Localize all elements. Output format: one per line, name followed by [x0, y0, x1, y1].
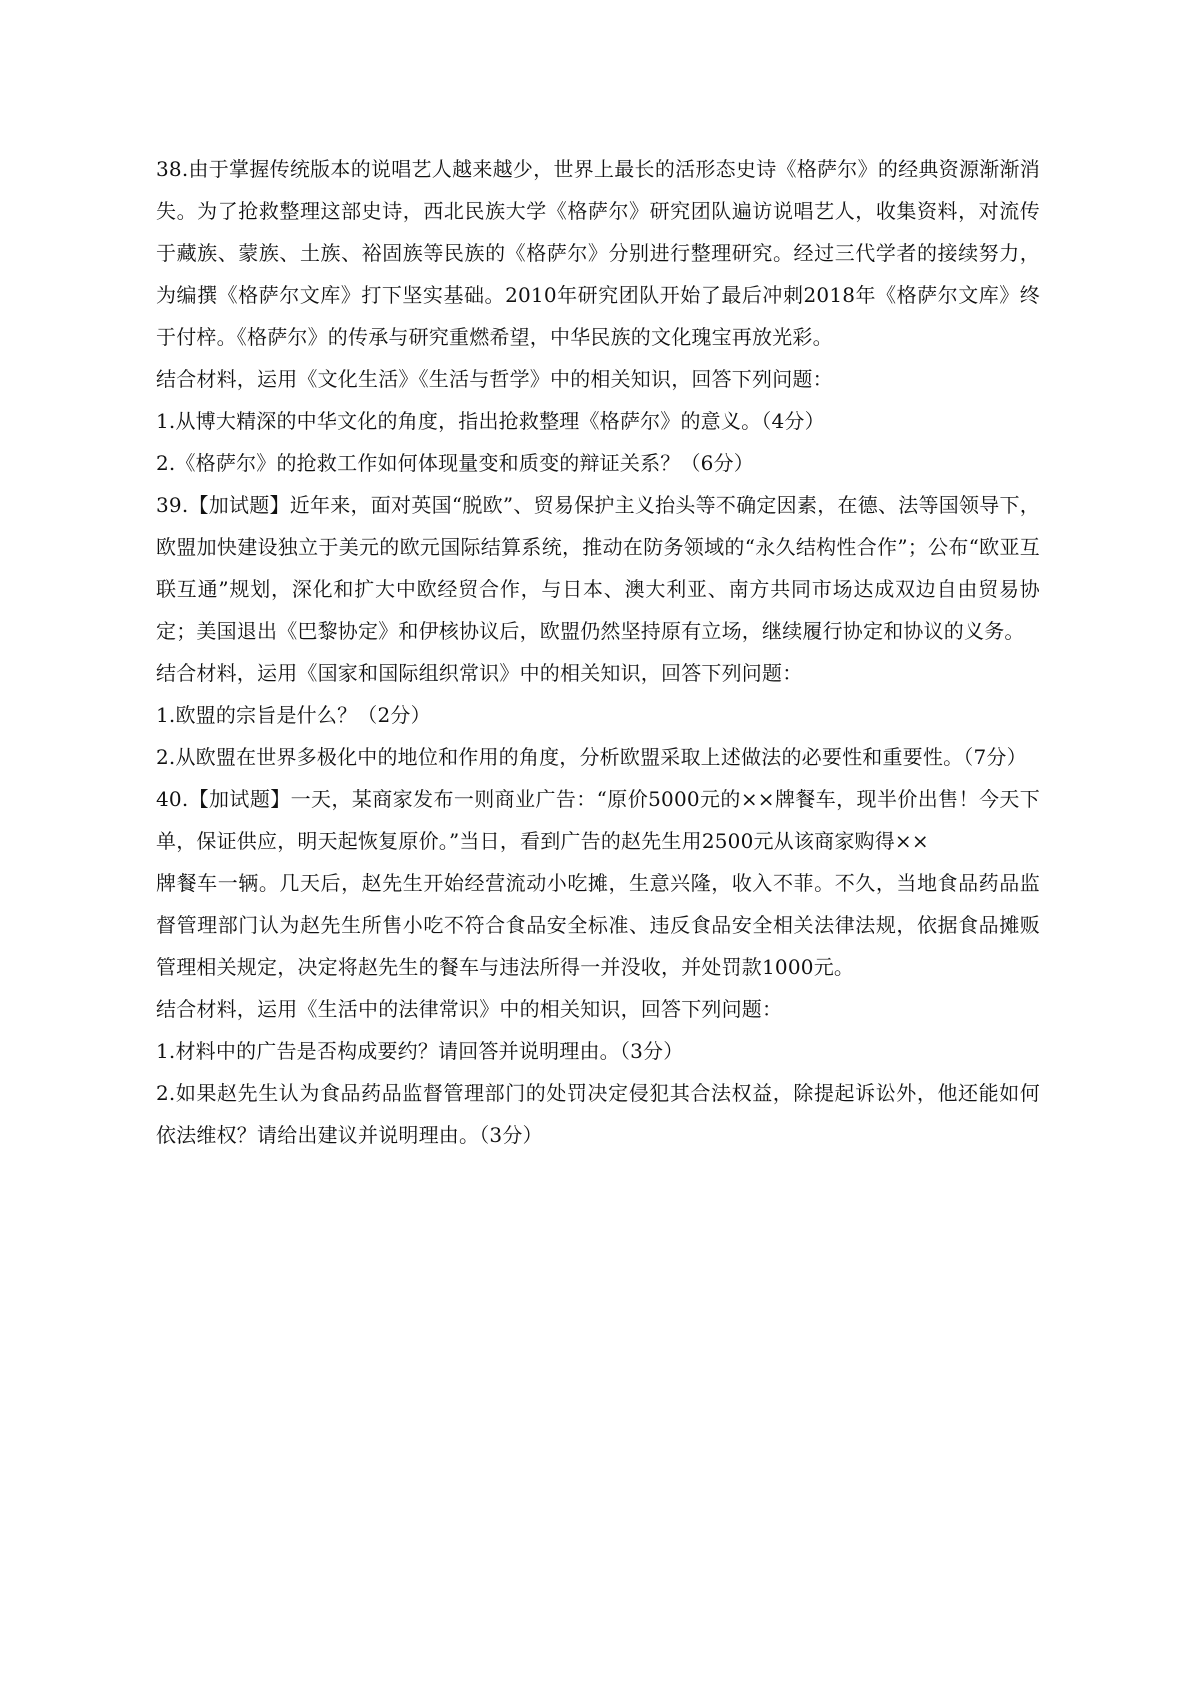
question-38-material: 38.由于掌握传统版本的说唱艺人越来越少，世界上最长的活形态史诗《格萨尔》的经典资源渐渐消失。为了抢救整理这部史诗，西北民族大学《格萨尔》研究团队遍访说唱艺人，收集资料，对流传于藏族、蒙族、土族、裕固族等民族的《格萨尔》分别进行整理研究。经过三代学者的接续努力，为编撰《格萨尔文库》打下坚实基础。2010年研究团队开始了最后冲刺2018年《格萨尔文库》终于付梓。《格萨尔》的传承与研究重燃希望，中华民族的文化瑰宝再放光彩。: [156, 157, 1040, 349]
document-page: [156, 148, 1040, 1156]
question-39-prompt: 结合材料，运用《国家和国际组织常识》中的相关知识，回答下列问题：: [156, 661, 803, 685]
question-38-prompt: 结合材料，运用《文化生活》《生活与哲学》中的相关知识，回答下列问题：: [156, 367, 833, 391]
question-39-item-1: 1.欧盟的宗旨是什么？（2分）: [156, 703, 431, 727]
question-38: [156, 148, 1040, 484]
question-40-material-continued: 牌餐车一辆。几天后，赵先生开始经营流动小吃摊，生意兴隆，收入不菲。不久，当地食品药品监督管理部门认为赵先生所售小吃不符合食品安全标准、违反食品安全相关法律法规，依据食品摊贩管理相关规定，决定将赵先生的餐车与违法所得一并没收，并处罚款1000元。: [156, 871, 1040, 979]
question-39: [156, 484, 1040, 778]
question-40-material: 40.【加试题】一天，某商家发布一则商业广告：“原价5000元的××牌餐车，现半价出售！今天下单，保证供应，明天起恢复原价。”当日，看到广告的赵先生用2500元从该商家购得××: [156, 787, 1040, 853]
question-39-material: 39.【加试题】近年来，面对英国“脱欧”、贸易保护主义抬头等不确定因素，在德、法等国领导下，欧盟加快建设独立于美元的欧元国际结算系统，推动在防务领域的“永久结构性合作”；公布“欧亚互联互通”规划，深化和扩大中欧经贸合作，与日本、澳大利亚、南方共同市场达成双边自由贸易协定；美国退出《巴黎协定》和伊核协议后，欧盟仍然坚持原有立场，继续履行协定和协议的义务。: [156, 493, 1040, 643]
question-40-item-2: 2.如果赵先生认为食品药品监督管理部门的处罚决定侵犯其合法权益，除提起诉讼外，他还能如何依法维权？请给出建议并说明理由。（3分）: [156, 1081, 1040, 1147]
question-38-item-1: 1.从博大精深的中华文化的角度，指出抢救整理《格萨尔》的意义。（4分）: [156, 409, 825, 433]
question-40-prompt: 结合材料，运用《生活中的法律常识》中的相关知识，回答下列问题：: [156, 997, 783, 1021]
question-38-item-2: 2.《格萨尔》的抢救工作如何体现量变和质变的辩证关系？（6分）: [156, 451, 755, 475]
question-40-item-1: 1.材料中的广告是否构成要约？请回答并说明理由。（3分）: [156, 1039, 684, 1063]
question-40: [156, 778, 1040, 1156]
question-39-item-2: 2.从欧盟在世界多极化中的地位和作用的角度，分析欧盟采取上述做法的必要性和重要性。（7分）: [156, 745, 1027, 769]
